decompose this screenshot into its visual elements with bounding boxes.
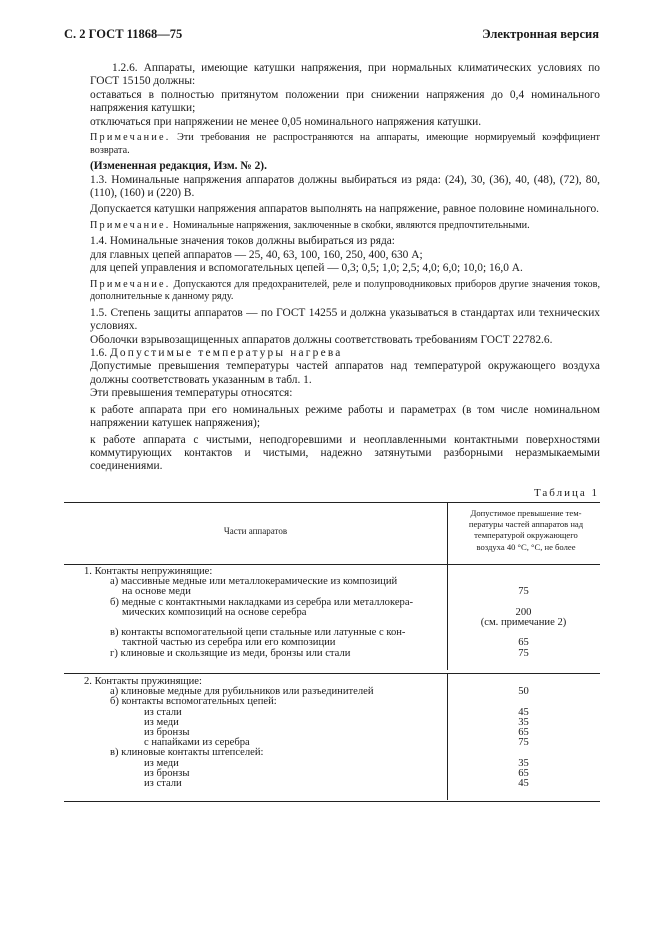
table-group-contacts-rigid: [64, 567, 600, 659]
row-temperature-value: 45: [518, 706, 529, 718]
para-text: 1.3. Номинальные напряжения аппаратов должны выбираться из ряда: (24), 30, (36), 40, (48), (72), 80, (110), (160) и (220) В.: [90, 173, 600, 200]
column-header-temperature: [452, 508, 600, 553]
para-applies: Эти превышения температуры относятся:: [90, 387, 293, 400]
para-main-circuits: для главных цепей аппаратов — 25, 40, 63, 100, 160, 250, 400, 630 А;: [90, 248, 423, 261]
page-header-version: Электронная версия: [482, 27, 599, 41]
para-hold: [90, 89, 600, 116]
para-clean-contacts: к работе аппарата с чистыми, неподгоревшими и неоплавленными контактными поверхностями коммутирующих контактов и чистыми, надежно затянутыми разборными неразмыкаемыми соединениями.: [90, 433, 600, 473]
row-temperature-value: 65: [518, 767, 529, 779]
row-temperature-value: (см. примечание 2): [480, 616, 567, 628]
note-1: [90, 132, 600, 157]
row-temperature-value: 65: [518, 726, 529, 738]
table-caption: Таблица 1: [533, 487, 599, 499]
header-column-divider: [447, 502, 448, 564]
column-header-parts: Части аппаратов: [223, 526, 288, 536]
row-part-label: из бронзы: [144, 767, 190, 779]
para-text: отключаться при напряжении не менее 0,05 номинального напряжения катушки.: [90, 115, 482, 128]
table-top-rule: [64, 502, 600, 503]
header-line: температурой окружающего: [474, 530, 578, 541]
table-row: [64, 638, 600, 648]
header-line: воздуха 40 °С, °С, не более: [476, 541, 576, 552]
para-1-6: [90, 347, 600, 360]
row-part-label: из меди: [144, 716, 179, 728]
row-part-label: а) клиновые медные для рубильников или разъединителей: [110, 686, 374, 698]
row-part-label: б) медные с контактными накладками из серебра или металлокера-: [110, 596, 414, 608]
para-text: 1.2.6. Аппараты, имеющие катушки напряжения, при нормальных климатических условиях по ГОСТ 15150 должны:: [90, 62, 600, 88]
row-part-label: на основе меди: [122, 586, 191, 598]
row-part-label: из стали: [144, 706, 182, 718]
page-header-standard: С. 2 ГОСТ 11868—75: [64, 27, 183, 41]
row-part-label: а) массивные медные или металлокерамические из композиций: [110, 576, 398, 588]
row-temperature-value: 45: [518, 777, 529, 789]
note-label: Примечание.: [90, 278, 171, 290]
note-label: Примечание.: [90, 219, 171, 231]
row-part-label: 2. Контакты пружинящие:: [84, 676, 202, 687]
table-row: [64, 748, 600, 758]
para-1-4: 1.4. Номинальные значения токов должны выбираться из ряда:: [90, 235, 395, 248]
row-temperature-value: 35: [518, 716, 529, 728]
para-1-5: 1.5. Степень защиты аппаратов — по ГОСТ 14255 и должна указываться в стандартах или технических условиях.: [90, 306, 600, 333]
amendment-note: (Измененная редакция, Изм. № 2).: [90, 160, 267, 173]
para-text: Допускается катушки напряжения аппаратов выполнять на напряжение, равное половине номинального.: [90, 203, 600, 216]
row-part-label: в) клиновые контакты штепселей:: [110, 747, 264, 759]
para-temp-rise: Допустимые превышения температуры частей аппаратов над температурой окружающего воздуха должны соответствовать указанным в табл. 1.: [90, 360, 600, 386]
header-line: Допустимое превышение тем-: [470, 508, 582, 518]
section-title: Допустимые температуры нагрева: [109, 347, 343, 360]
row-part-label: мических композиций на основе серебра: [122, 606, 307, 618]
para-control-circuits: для цепей управления и вспомогательных цепей — 0,3; 0,5; 1,0; 2,5; 4,0; 6,0; 10,0; 16,0 А.: [90, 262, 523, 275]
row-temperature-value: 65: [518, 637, 529, 649]
group-separator-rule: [64, 673, 600, 674]
row-part-label: г) клиновые и скользящие из меди, бронзы или стали: [110, 647, 351, 659]
row-part-label: из бронзы: [144, 726, 190, 738]
note-text: Допускаются для предохранителей, реле и полупроводниковых приборов другие значения токов, дополнительные к данному ряду.: [90, 278, 600, 303]
note-2: [90, 220, 600, 233]
para-1-3: [90, 174, 600, 201]
para-1-2-6: [90, 62, 600, 89]
row-temperature-value: 50: [518, 686, 529, 698]
section-number: 1.6.: [90, 347, 110, 360]
row-part-label: тактной частью из серебра или его композиции: [122, 637, 336, 649]
table-bottom-rule: [64, 801, 600, 802]
note-text: Номинальные напряжения, заключенные в скобки, являются предпочтительными.: [170, 219, 530, 231]
row-temperature-value: 200: [515, 606, 532, 618]
table-row: [64, 649, 600, 659]
document-body: [90, 62, 600, 474]
table-group-contacts-spring: [64, 677, 600, 789]
note-label: Примечание.: [90, 132, 171, 144]
row-part-label: с напайками из серебра: [144, 737, 250, 749]
para-half-voltage: [90, 203, 600, 216]
row-part-label: б) контакты вспомогательных цепей:: [110, 696, 277, 708]
note-text: Эти требования не распространяются на аппараты, имеющие нормируемый коэффициент возврата.: [90, 132, 600, 156]
header-bottom-rule: [64, 564, 600, 565]
row-temperature-value: 75: [518, 647, 529, 659]
table-row: [64, 779, 600, 789]
row-part-label: из меди: [144, 757, 179, 769]
row-temperature-value: 75: [518, 737, 529, 749]
para-release: [90, 116, 600, 129]
note-3: [90, 279, 600, 304]
para-nominal-mode: к работе аппарата при его номинальных режиме работы и параметрах (в том числе номинальном напряжении катушек напряжения);: [90, 403, 600, 430]
row-part-label: 1. Контакты непружинящие:: [84, 566, 213, 577]
row-part-label: в) контакты вспомогательной цепи стальные или латунные с кон-: [110, 627, 406, 639]
row-temperature-value: 75: [518, 586, 529, 598]
header-line: пературы частей аппаратов над: [468, 519, 584, 530]
row-temperature-value: 35: [518, 757, 529, 769]
row-part-label: из стали: [144, 777, 182, 789]
para-explosion-proof: Оболочки взрывозащищенных аппаратов должны соответствовать требованиям ГОСТ 22782.6.: [90, 333, 553, 346]
para-text: оставаться в полностью притянутом положении при снижении напряжения до 0,4 номинального напряжения катушки;: [90, 88, 600, 115]
